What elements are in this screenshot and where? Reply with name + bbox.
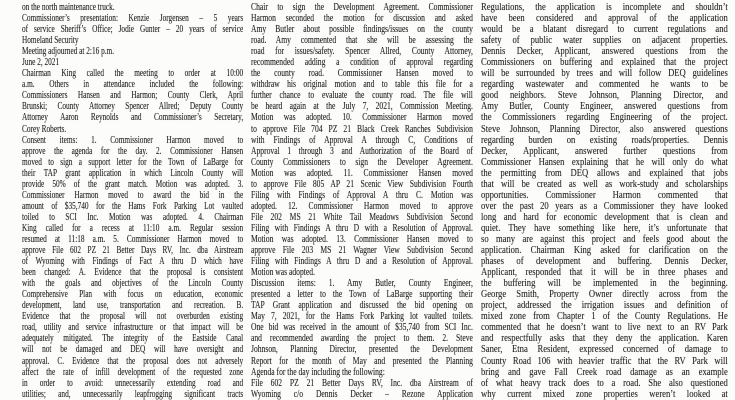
text-line: will not be damaged and DEQ will have oversight and xyxy=(22,344,244,356)
text-line: Chair to sign the Development Agreement. Commissioner xyxy=(251,2,473,13)
text-line: Filing with Findings A thru D with a Resolution of Approval. xyxy=(251,222,473,234)
text-line: One bid was received in the amount of $35,740 from SCI Inc. xyxy=(251,322,473,334)
text-line: Meeting adjourned at 2:16 p.m. xyxy=(22,46,115,58)
text-line: moved to sign a support letter for the Town of LaBarge for xyxy=(22,156,244,168)
text-column-left xyxy=(22,2,243,400)
text-line: Agenda for the day including the following: xyxy=(251,366,385,378)
text-line: their TAP grant application in which Lincoln County will xyxy=(22,167,244,179)
text-line: toiled to SCI Inc. Motion was adopted. 4. Chairman xyxy=(22,211,244,223)
text-line: Wyoming c/o Dennis Decker – Rezone Application xyxy=(251,388,473,400)
text-line: June 2, 2021 xyxy=(22,57,60,69)
text-column-right xyxy=(481,2,728,400)
text-line: mixed zone from Chapter 1 of the County Regulations. He xyxy=(481,311,728,323)
text-line: phases of development and buffering. Dennis Decker, xyxy=(481,256,728,268)
text-line: provide 50% of the grant match. Motion was adopted. 3. xyxy=(22,178,244,190)
text-line: with Findings of Approval A through C, Conditions of xyxy=(251,134,473,146)
text-line: Consent items: 1. Commissioner Harmon moved to xyxy=(22,134,244,146)
text-line: and recommended awarding the project to them. 2. Steve xyxy=(251,333,473,345)
text-line: resumed at 11:18 a.m. 5. Commissioner Harmon moved to xyxy=(22,233,244,245)
text-line: of service Sheriff’s Office; Jodie Gunter – 20 years of service xyxy=(22,24,244,36)
text-line: Motion was adopted. 11. Commissioner Hansen moved xyxy=(251,167,473,179)
text-line: the Commissioners regarding Engineering of the project. xyxy=(481,112,728,124)
text-line: Commissioners Hansen and Harmon; County Clerk, April xyxy=(22,90,244,102)
text-line: Corey Roberts. xyxy=(22,123,67,135)
text-line: in order to avoid: unnecessarily extending road and xyxy=(22,377,244,389)
text-line: project, addressed the irrigation issues and definition of xyxy=(481,300,728,312)
text-line: why current mixed zone properties weren’t looked at xyxy=(481,388,728,400)
text-line: application. Chairman King asked for clarification on the xyxy=(481,245,728,257)
text-line: Commissioner Harmon moved to award the bid in the xyxy=(22,189,244,201)
text-line: May 7, 2021, for the Hams Fork Parking lot vaulted toilets. xyxy=(251,311,473,323)
text-line: Regulations, the application is incomplete and shouldn’t xyxy=(481,2,728,13)
text-line: Commissioner Hansen explaining that he will only do what xyxy=(481,156,728,168)
text-line: that will be created as well as work-study and scholarships xyxy=(481,178,728,190)
text-line: road, utility and service infrastructure or that impact will be xyxy=(22,322,244,334)
text-line: quiet. They have something like here, it’s unfortunate that xyxy=(481,222,728,234)
text-line: Amy Butler about possible findings/issues on the county xyxy=(251,24,473,36)
text-line: amount of $35,740 for the Hams Fork Parking Lot vaulted xyxy=(22,200,244,212)
text-line: Report for the month of May and presented the Planning xyxy=(251,355,473,367)
text-line: Commissioner’s presentation: Kenzie Jorgensen – 5 years xyxy=(22,13,244,25)
text-line: Comprehensive Plan with focus on education, economic xyxy=(22,289,244,301)
text-line: Discussion items: 1. Amy Butler, County Engineer, xyxy=(251,278,473,290)
text-line: be heard again at the July 7, 2021, Commission Meeting. xyxy=(251,101,473,113)
text-line: a.m. Others in attendance included the following: xyxy=(22,79,244,91)
text-line: Brunski; County Attorney Spencer Allred; Deputy County xyxy=(22,101,244,113)
text-line: TAP Grant application and discussed the bid opening on xyxy=(251,300,473,312)
text-line: have been considered and approval of the application xyxy=(481,13,728,25)
text-line: of what heavy track does to a road. She also questioned xyxy=(481,377,728,389)
text-line: Approval 1 through 3 and Authorization of the Board of xyxy=(251,145,473,157)
text-line: to approve File 805 AP 21 Scenic View Subdivision Fourth xyxy=(251,178,473,190)
text-line: so many are against this project and feels good about the xyxy=(481,233,728,245)
text-line: to approve File 704 PZ 21 Black Creek Ranches Subdivision xyxy=(251,123,473,135)
text-line: Filing with Findings of Approval A thru C. Motion was xyxy=(251,189,473,201)
text-line: opportunities. Commissioner Harmon commented that xyxy=(481,189,728,201)
text-line: utilities; and, unnecessarily leapfrogging significant tracts xyxy=(22,388,244,400)
text-line: will be surrounded by trees and will follow DEQ guidelines xyxy=(481,68,728,80)
text-line: with the goals and objectives of the Lincoln County xyxy=(22,278,244,290)
text-line: long and hard for economic development that is clean and xyxy=(481,211,728,223)
text-line: further chance to evaluate the county road. The file will xyxy=(251,90,473,102)
text-line: road for issues/safety. Spencer Allred, County Attorney, xyxy=(251,46,473,58)
text-line: Decker, Applicant, answered further questions from xyxy=(481,145,728,157)
text-line: the county road. Commissioner Hansen moved to xyxy=(251,68,473,80)
text-line: Motion was adopted. 10. Commissioner Harmon moved xyxy=(251,112,473,124)
text-line: over the past 20 years as a Commissioner they have looked xyxy=(481,200,728,212)
text-line: on the north maintenance truck. xyxy=(22,2,115,13)
text-line: George Smith, Property Owner directly across from the xyxy=(481,289,728,301)
text-line: recommended adding a condition of approval regarding xyxy=(251,57,473,69)
text-line: Harmon seconded the motion for discussion and asked xyxy=(251,13,473,25)
text-line: commented that he doesn’t want to live next to an RV Park xyxy=(481,322,728,334)
text-line: Filing with Findings A thru D and a Resolution of Approval. xyxy=(251,256,473,268)
text-line: Motion was adopted. xyxy=(251,267,315,279)
text-line: Evidence that the proposal will not overburden existing xyxy=(22,311,244,323)
text-line: presented a letter to the Town of LaBarge supporting their xyxy=(251,289,473,301)
text-line: of Wyoming with Findings of Fact A thru D which have xyxy=(22,256,244,268)
text-line: King called for a recess at 11:10 a.m. Regular session xyxy=(22,222,244,234)
text-line: File 202 MS 21 White Tail Meadows Subdivision Second xyxy=(251,211,473,223)
text-line: Applicant, responded that it will be in three phases and xyxy=(481,267,728,279)
text-line: would be a blatant disregard to current regulations and xyxy=(481,24,728,36)
text-line: affect the rate of infill development of the requested zone xyxy=(22,366,244,378)
text-line: adequately mitigated. The integrity of the Eastside Canal xyxy=(22,333,244,345)
text-line: Attorney Aaron Reynolds and Commissioner’s Secretary, xyxy=(22,112,244,124)
text-column-middle xyxy=(251,2,473,400)
text-line: Steve Johnson, Planning Director, also answered questions xyxy=(481,123,728,135)
text-line: approve File 203 MS 21 Wagner View Subdivision Second xyxy=(251,245,473,257)
text-line: development, land use, transportation and recreation. B. xyxy=(22,300,244,312)
text-line: and respectfully asks that they deny the application. Karen xyxy=(481,333,728,345)
text-line: Chairman King called the meeting to order at 10:00 xyxy=(22,68,244,80)
text-line: regarding wastewater and commented he wants to be xyxy=(481,79,728,91)
text-line: the permitting from DEQ allows and explained that jobs xyxy=(481,167,728,179)
text-line: bring and gave Fall Creek road damage as an example xyxy=(481,366,728,378)
text-line: road. Amy commented that she will be assessing the xyxy=(251,35,473,47)
text-line: Commissioners on buffering and explained that the project xyxy=(481,57,728,69)
text-line: regarding burden on existing roads/properties. Dennis xyxy=(481,134,728,146)
text-line: Motion was adopted. 13. Commissioner Hansen moved to xyxy=(251,233,473,245)
text-line: Johnson, Planning Director, presented the Development xyxy=(251,344,473,356)
text-line: approval. C. Evidence that the proposal does not adversely xyxy=(22,355,244,367)
text-line: County Commissioners to sign the Developer Agreement. xyxy=(251,156,473,168)
text-line: adopted. 12. Commissioner Harmon moved to approve xyxy=(251,200,473,212)
text-line: County Road 106 with heavier traffic that the RV Park will xyxy=(481,355,728,367)
text-line: good neighbors. Steve Johnson, Planning Director, and xyxy=(481,90,728,102)
text-line: Homeland Security xyxy=(22,35,79,47)
text-line: Saner, Etna Resident, expressed concerned of damage to xyxy=(481,344,728,356)
text-line: withdraw his original motion and to table this file for a xyxy=(251,79,473,91)
text-line: Amy Butler, County Engineer, answered questions from xyxy=(481,101,728,113)
text-line: been changed: A. Evidence that the proposal is consistent xyxy=(22,267,244,279)
text-line: Dennis Decker, Applicant, answered questions from the xyxy=(481,46,728,58)
text-line: approve the agenda for the day. 2. Commissioner Hansen xyxy=(22,145,244,157)
text-line: safety of public water supplies on adjacent properties. xyxy=(481,35,728,47)
text-line: approve File 602 PZ 21 Better Days RV, Inc. dba Airstream xyxy=(22,245,244,257)
text-line: the buffering will be implemented in the beginning. xyxy=(481,278,728,290)
text-line: File 602 PZ 21 Better Days RV, Inc. dba Airstream of xyxy=(251,377,473,389)
